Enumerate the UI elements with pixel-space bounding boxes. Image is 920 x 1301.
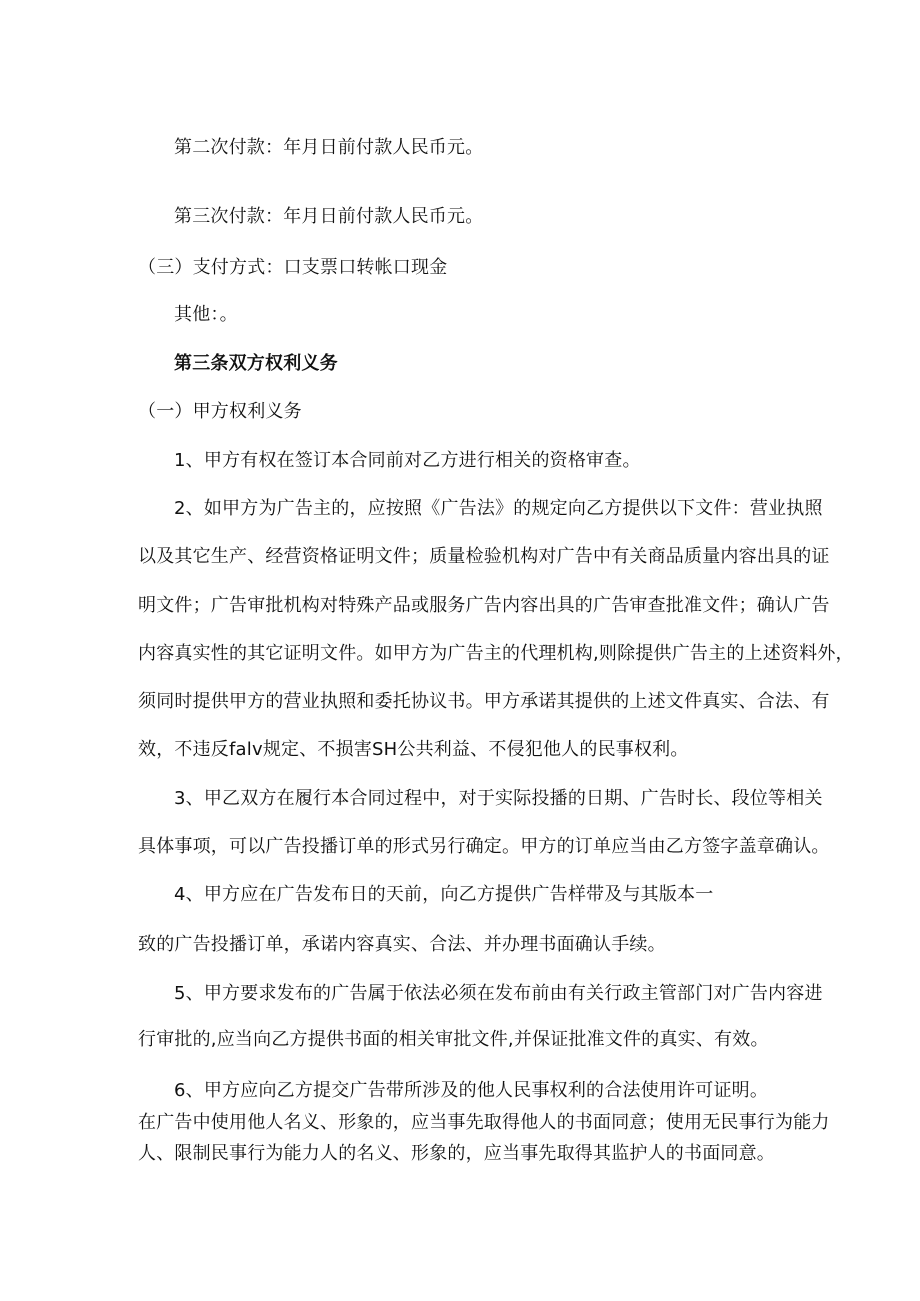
clause-4-line-2: 致的广告投播订单，承诺内容真实、合法、并办理书面确认手续。 — [138, 934, 666, 955]
subsection-heading-party-a: （一）甲方权利义务 — [138, 401, 302, 422]
clause-6-line-2: 在广告中使用他人名义、形象的，应当事先取得他人的书面同意；使用无民事行为能力 — [138, 1112, 830, 1133]
clause-3-line-2: 具体事项，可以广告投播订单的形式另行确定。甲方的订单应当由乙方签字盖章确认。 — [138, 836, 830, 857]
clause-1-line: 1、甲方有权在签订本合同前对乙方进行相关的资格审查。 — [174, 450, 641, 471]
payment-third-line: 第三次付款：年月日前付款人民币元。 — [174, 206, 484, 227]
payment-other-line: 其他：。 — [174, 304, 238, 325]
clause-4-line-1: 4、甲方应在广告发布日的天前，向乙方提供广告样带及与其版本一 — [174, 884, 714, 905]
clause-2-line-6: 效，不违反falv规定、不损害SH公共利益、不侵犯他人的民事权利。 — [138, 739, 689, 760]
clause-2-line-5: 须同时提供甲方的营业执照和委托协议书。甲方承诺其提供的上述文件真实、合法、有 — [138, 691, 830, 712]
section-heading-article3: 第三条双方权利义务 — [174, 353, 338, 374]
clause-5-line-2: 行审批的,应当向乙方提供书面的相关审批文件,并保证批准文件的真实、有效。 — [138, 1029, 769, 1050]
clause-2-line-3: 明文件；广告审批机构对特殊产品或服务广告内容出具的广告审查批准文件；确认广告 — [138, 595, 830, 616]
clause-6-line-3: 人、限制民事行为能力人的名义、形象的，应当事先取得其监护人的书面同意。 — [138, 1143, 775, 1164]
clause-5-line-1: 5、甲方要求发布的广告属于依法必须在发布前由有关行政主管部门对广告内容进 — [174, 983, 823, 1004]
payment-method-line: （三）支付方式：口支票口转帐口现金 — [138, 257, 448, 278]
clause-2-line-4: 内容真实性的其它证明文件。如甲方为广告主的代理机构,则除提供广告主的上述资料外， — [138, 643, 854, 664]
clause-2-line-1: 2、如甲方为广告主的，应按照《广告法》的规定向乙方提供以下文件：营业执照 — [174, 498, 823, 519]
clause-3-line-1: 3、甲乙双方在履行本合同过程中，对于实际投播的日期、广告时长、段位等相关 — [174, 788, 823, 809]
payment-second-line: 第二次付款：年月日前付款人民币元。 — [174, 137, 484, 158]
clause-2-line-2: 以及其它生产、经营资格证明文件；质量检验机构对广告中有关商品质量内容出具的证 — [138, 546, 830, 567]
clause-6-line-1: 6、甲方应向乙方提交广告带所涉及的他人民事权利的合法使用许可证明。 — [174, 1080, 769, 1101]
